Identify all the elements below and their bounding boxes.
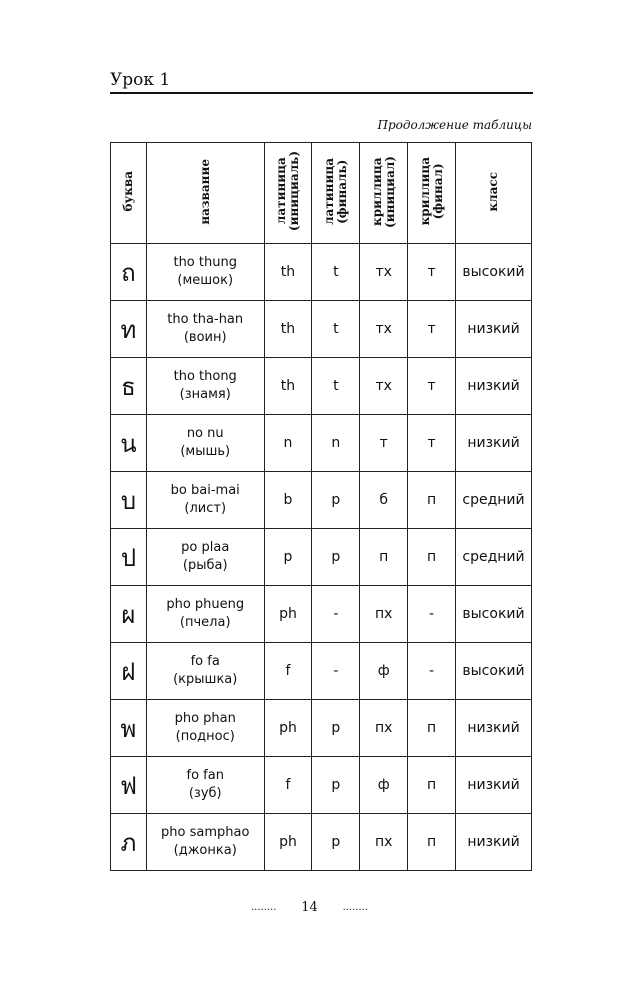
letter-name-russian: (мышь) bbox=[180, 444, 231, 459]
letter-name-russian: (лист) bbox=[184, 501, 227, 516]
cyrillic-initial-cell: тх bbox=[360, 358, 408, 415]
letter-name-russian: (воин) bbox=[183, 330, 227, 345]
header-letter: буква bbox=[111, 143, 147, 244]
letter-name-cell bbox=[146, 415, 264, 472]
letter-name-russian: (джонка) bbox=[173, 843, 237, 858]
table-row bbox=[111, 643, 532, 700]
letter-name-latin: tho tha-han bbox=[167, 312, 244, 327]
cyrillic-final-cell: п bbox=[408, 757, 456, 814]
table-row bbox=[111, 586, 532, 643]
cyrillic-final-cell: - bbox=[408, 643, 456, 700]
cyrillic-initial-cell: пх bbox=[360, 586, 408, 643]
thai-alphabet-table bbox=[110, 142, 532, 871]
cyrillic-final-cell: п bbox=[408, 814, 456, 871]
thai-letter-cell: ท bbox=[111, 301, 147, 358]
cyrillic-final-cell: т bbox=[408, 358, 456, 415]
letter-name-latin: fo fan bbox=[186, 768, 224, 783]
letter-name-latin: no nu bbox=[186, 426, 224, 441]
header-latin-initial: латиница (инициаль) bbox=[264, 143, 312, 244]
latin-final-cell: - bbox=[312, 643, 360, 700]
cyrillic-final-cell: п bbox=[408, 472, 456, 529]
table-row bbox=[111, 814, 532, 871]
table-row bbox=[111, 472, 532, 529]
letter-name-latin: pho phueng bbox=[166, 597, 245, 612]
letter-name-cell bbox=[146, 757, 264, 814]
cyrillic-initial-cell: пх bbox=[360, 814, 408, 871]
header-cyrillic-initial: криллица (инициал) bbox=[360, 143, 408, 244]
thai-letter-cell: บ bbox=[111, 472, 147, 529]
header-divider bbox=[110, 92, 533, 94]
letter-name-latin: po plaa bbox=[181, 540, 230, 555]
letter-name-russian: (зуб) bbox=[188, 786, 222, 801]
table-row bbox=[111, 358, 532, 415]
consonant-class-cell: низкий bbox=[456, 700, 532, 757]
cyrillic-initial-cell: тх bbox=[360, 244, 408, 301]
cyrillic-final-cell: т bbox=[408, 415, 456, 472]
letter-name-cell bbox=[146, 358, 264, 415]
letter-name-latin: pho samphao bbox=[161, 825, 250, 840]
latin-initial-cell: th bbox=[264, 244, 312, 301]
consonant-class-cell: высокий bbox=[456, 244, 532, 301]
latin-final-cell: p bbox=[312, 700, 360, 757]
consonant-class-cell: низкий bbox=[456, 301, 532, 358]
letter-name-russian: (поднос) bbox=[175, 729, 235, 744]
page-header-title: Урок 1 bbox=[110, 70, 171, 90]
consonant-class-cell: средний bbox=[456, 529, 532, 586]
latin-final-cell: n bbox=[312, 415, 360, 472]
cyrillic-initial-cell: тх bbox=[360, 301, 408, 358]
thai-letter-cell: น bbox=[111, 415, 147, 472]
cyrillic-initial-cell: п bbox=[360, 529, 408, 586]
page-footer bbox=[0, 900, 619, 915]
letter-name-russian: (рыба) bbox=[182, 558, 228, 573]
letter-name-cell bbox=[146, 643, 264, 700]
latin-final-cell: t bbox=[312, 301, 360, 358]
consonant-class-cell: низкий bbox=[456, 814, 532, 871]
letter-name-cell bbox=[146, 244, 264, 301]
thai-letter-cell: ป bbox=[111, 529, 147, 586]
letter-name-cell bbox=[146, 700, 264, 757]
letter-name-cell bbox=[146, 586, 264, 643]
header-latin-final: латиница (финаль) bbox=[312, 143, 360, 244]
letter-name-cell bbox=[146, 814, 264, 871]
cyrillic-final-cell: - bbox=[408, 586, 456, 643]
letter-name-latin: pho phan bbox=[174, 711, 236, 726]
footer-dots-right: ........ bbox=[342, 902, 368, 913]
latin-final-cell: - bbox=[312, 586, 360, 643]
letter-name-cell bbox=[146, 529, 264, 586]
letter-name-russian: (мешок) bbox=[177, 273, 234, 288]
table-row bbox=[111, 244, 532, 301]
letter-name-cell bbox=[146, 472, 264, 529]
footer-dots-left: ........ bbox=[250, 902, 277, 913]
consonant-class-cell: средний bbox=[456, 472, 532, 529]
consonant-class-cell: низкий bbox=[456, 358, 532, 415]
cyrillic-final-cell: п bbox=[408, 529, 456, 586]
cyrillic-final-cell: т bbox=[408, 244, 456, 301]
header-class: класс bbox=[456, 143, 532, 244]
cyrillic-initial-cell: б bbox=[360, 472, 408, 529]
letter-name-cell bbox=[146, 301, 264, 358]
latin-initial-cell: n bbox=[264, 415, 312, 472]
consonant-class-cell: низкий bbox=[456, 757, 532, 814]
cyrillic-initial-cell: т bbox=[360, 415, 408, 472]
page-number: 14 bbox=[301, 900, 318, 915]
thai-letter-cell: ธ bbox=[111, 358, 147, 415]
table-header-row bbox=[111, 143, 532, 244]
continuation-note: Продолжение таблицы bbox=[377, 118, 532, 132]
latin-initial-cell: f bbox=[264, 757, 312, 814]
thai-letter-cell: ฟ bbox=[111, 757, 147, 814]
latin-initial-cell: th bbox=[264, 301, 312, 358]
latin-final-cell: t bbox=[312, 358, 360, 415]
letter-name-russian: (крышка) bbox=[173, 672, 238, 687]
latin-final-cell: t bbox=[312, 244, 360, 301]
latin-initial-cell: p bbox=[264, 529, 312, 586]
header-cyrillic-final: криллица (финал) bbox=[408, 143, 456, 244]
table-row bbox=[111, 529, 532, 586]
consonant-class-cell: высокий bbox=[456, 643, 532, 700]
latin-initial-cell: ph bbox=[264, 700, 312, 757]
latin-initial-cell: ph bbox=[264, 814, 312, 871]
thai-letter-cell: พ bbox=[111, 700, 147, 757]
letter-name-russian: (пчела) bbox=[179, 615, 231, 630]
letter-name-latin: fo fa bbox=[190, 654, 220, 669]
letter-name-latin: tho thong bbox=[173, 369, 237, 384]
latin-final-cell: p bbox=[312, 814, 360, 871]
letter-name-latin: tho thung bbox=[173, 255, 237, 270]
cyrillic-final-cell: п bbox=[408, 700, 456, 757]
thai-letter-cell: ถ bbox=[111, 244, 147, 301]
latin-final-cell: p bbox=[312, 757, 360, 814]
cyrillic-final-cell: т bbox=[408, 301, 456, 358]
latin-final-cell: p bbox=[312, 472, 360, 529]
cyrillic-initial-cell: ф bbox=[360, 757, 408, 814]
latin-initial-cell: ph bbox=[264, 586, 312, 643]
letter-name-russian: (знамя) bbox=[179, 387, 231, 402]
table-row bbox=[111, 415, 532, 472]
table-row bbox=[111, 757, 532, 814]
cyrillic-initial-cell: пх bbox=[360, 700, 408, 757]
cyrillic-initial-cell: ф bbox=[360, 643, 408, 700]
latin-initial-cell: f bbox=[264, 643, 312, 700]
thai-letter-cell: ฝ bbox=[111, 643, 147, 700]
latin-initial-cell: b bbox=[264, 472, 312, 529]
table-row bbox=[111, 301, 532, 358]
table-row bbox=[111, 700, 532, 757]
letter-name-latin: bo bai-mai bbox=[170, 483, 240, 498]
latin-final-cell: p bbox=[312, 529, 360, 586]
header-name: название bbox=[146, 143, 264, 244]
latin-initial-cell: th bbox=[264, 358, 312, 415]
consonant-class-cell: высокий bbox=[456, 586, 532, 643]
consonant-class-cell: низкий bbox=[456, 415, 532, 472]
thai-letter-cell: ผ bbox=[111, 586, 147, 643]
thai-letter-cell: ภ bbox=[111, 814, 147, 871]
